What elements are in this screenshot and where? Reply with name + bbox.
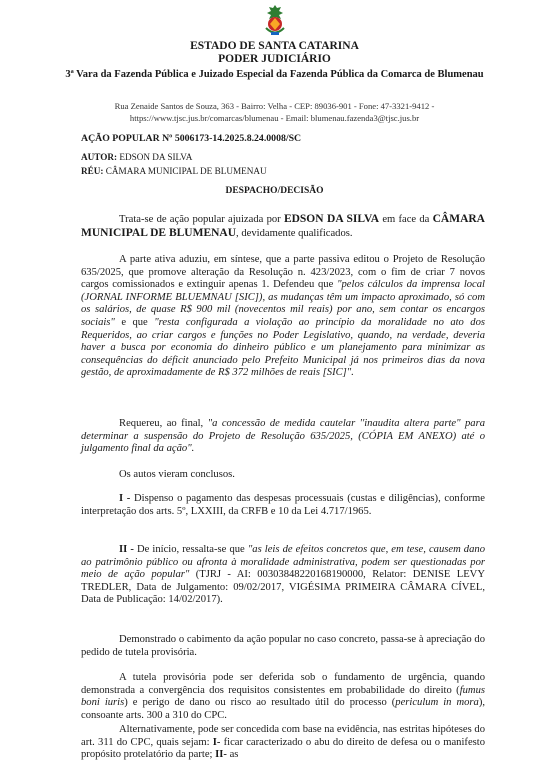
p8-text-b: ) e perigo de dano ou risco ao resultado útil do processo (: [124, 697, 396, 709]
p2-quote-1: "pelos cálculos da imprensa local (JORNAL INFORME BLUEMNAU [SIC]), as mudanças têm um impacto aproximado, só com os salários, de quase R$ 900 mil (novecentos mil reais) por ano, sem contar os encargos sociais": [81, 279, 486, 328]
state-coat-of-arms-icon: [263, 4, 287, 38]
judiciary-power: PODER JUDICIÁRIO: [218, 53, 331, 65]
item-1-number: I -: [119, 493, 131, 504]
item-1-text: Dispenso o pagamento das despesas processuais (custas e diligências), conforme interpretação dos arts. 5º, LXXIII, da CRFB e 10 da Lei 4.717/1965.: [81, 493, 485, 517]
author-label: AUTOR:: [81, 152, 118, 162]
paragraph-conclusos: Os autos vieram conclusos.: [119, 469, 235, 480]
p2-text-a: A parte ativa aduziu, em síntese, que a parte passiva editou o Projeto de Resolução 635/2025, que promove alteração da Resolução n. 423/2023, com o fim de criar 7 novos cargos comissionados e extinguir apenas 1. Defendeu que: [81, 254, 485, 291]
defendant-line: [81, 166, 267, 176]
item-2-quote: "as leis de efeitos concretos que, em tese, causem dano ao patrimônio público ou afronta à moralidade administrativa, podem ser questionadas por meio de ação popular": [81, 544, 485, 581]
paragraph-cabimento: Demonstrado o cabimento da ação popular no caso concreto, passa-se à apreciação do pedido de tutela provisória.: [81, 634, 485, 658]
plaintiff-name: EDSON DA SILVA: [283, 213, 380, 225]
paragraph-request: [81, 418, 485, 456]
address-line-1: Rua Zenaide Santos de Souza, 363 - Bairro: Velha - CEP: 89036-901 - Fone: 47-3321-9412 -: [114, 101, 435, 111]
p8-latin-2: periculum in mora: [395, 697, 479, 709]
item-2-text-a: De início, ressalta-se que: [133, 544, 248, 555]
p9-roman-1: I-: [212, 736, 221, 748]
item-2-text-b: (TJRJ - AI: 00303848220168190000, Relator: DENISE LEVY TREDLER, Data de Julgamento: 09/02/2017, VIGÉSIMA PRIMEIRA CÂMARA CÍVEL, Data de Publicação: 14/02/2017).: [81, 569, 485, 606]
item-2-number: II -: [119, 544, 134, 555]
court-address: [60, 101, 489, 124]
page-cutoff: [0, 762, 549, 776]
p3-text-a: Requereu, ao final,: [119, 418, 208, 429]
paragraph-tutela: [81, 672, 485, 722]
p1-text-a: Trata-se de ação popular ajuizada por: [119, 214, 284, 225]
p9-text-b: ficar caracterizado o abu: [220, 736, 330, 748]
p2-quote-2: "resta configurada a violação ao princípio da moralidade no ato dos Requeridos, ao criar cargos e funções no Poder Legislativo, quando, na verdade, deveria haver a busca por economia do dinheiro público e um planejamento para minimizar as consequências do déficit anunciado pelo Prefeito Municipal já nos primeiros dias da nova gestão, de aproximadamente de R$ 372 milhões de reais [SIC]".: [81, 316, 486, 379]
p3-quote: "a concessão de medida cautelar ''inaudita altera parte" para determinar a suspensão do Projeto de Resolução 635/2025, (CÓPIA EM ANEXO) até o julgamento final da ação".: [81, 418, 486, 455]
p8-text-a: A tutela provisória pode ser deferida sob o fundamento de urgência, quando demonstrada a convergência dos requisitos consistentes em probabilidade do direito (: [81, 672, 485, 696]
author-value: EDSON DA SILVA: [119, 152, 193, 162]
p1-text-c: , devidamente qualificados.: [236, 227, 353, 239]
paragraph-summary: [81, 254, 485, 380]
p8-latin-1: fumus boni iuris: [81, 684, 485, 709]
paragraph-intro: [81, 213, 485, 240]
author-line: [81, 152, 192, 162]
defendant-value: CÂMARA MUNICIPAL DE BLUMENAU: [105, 166, 267, 176]
case-number: AÇÃO POPULAR Nº 5006173-14.2025.8.24.0008/SC: [81, 133, 302, 144]
court-name: 3ª Vara da Fazenda Pública e Juizado Especial da Fazenda Pública da Comarca de Blumenau: [65, 69, 484, 80]
p8-text-c: ), consoante arts. 300 a 310 do CPC.: [81, 697, 485, 721]
p9-text-a: Alternativamente, pode ser concedida com base na evidência, nas estritas hipóteses do art. 311 do CPC, quais sejam:: [81, 724, 485, 748]
p9-text-c: do direito de defesa ou o manifesto propósito protelatório da parte;: [81, 736, 486, 761]
paragraph-item-2: [81, 544, 485, 607]
defendant-label: RÉU:: [81, 166, 104, 176]
defendant-name: CÂMARA MUNICIPAL DE BLUMENAU: [81, 213, 485, 239]
p9-text-d: as: [226, 749, 239, 761]
paragraph-item-1: [81, 493, 485, 518]
paragraph-evidencia: [81, 724, 485, 762]
address-line-2: https://www.tjsc.jus.br/comarcas/blumenau - Email: blumenau.fazenda3@tjsc.jus.br: [129, 112, 420, 123]
p9-roman-2: II-: [215, 749, 227, 761]
document-title: DESPACHO/DECISÃO: [225, 186, 324, 196]
state-name: ESTADO DE SANTA CATARINA: [190, 40, 359, 52]
p2-text-b: e que: [114, 316, 155, 328]
p1-text-b: em face da: [379, 214, 433, 225]
